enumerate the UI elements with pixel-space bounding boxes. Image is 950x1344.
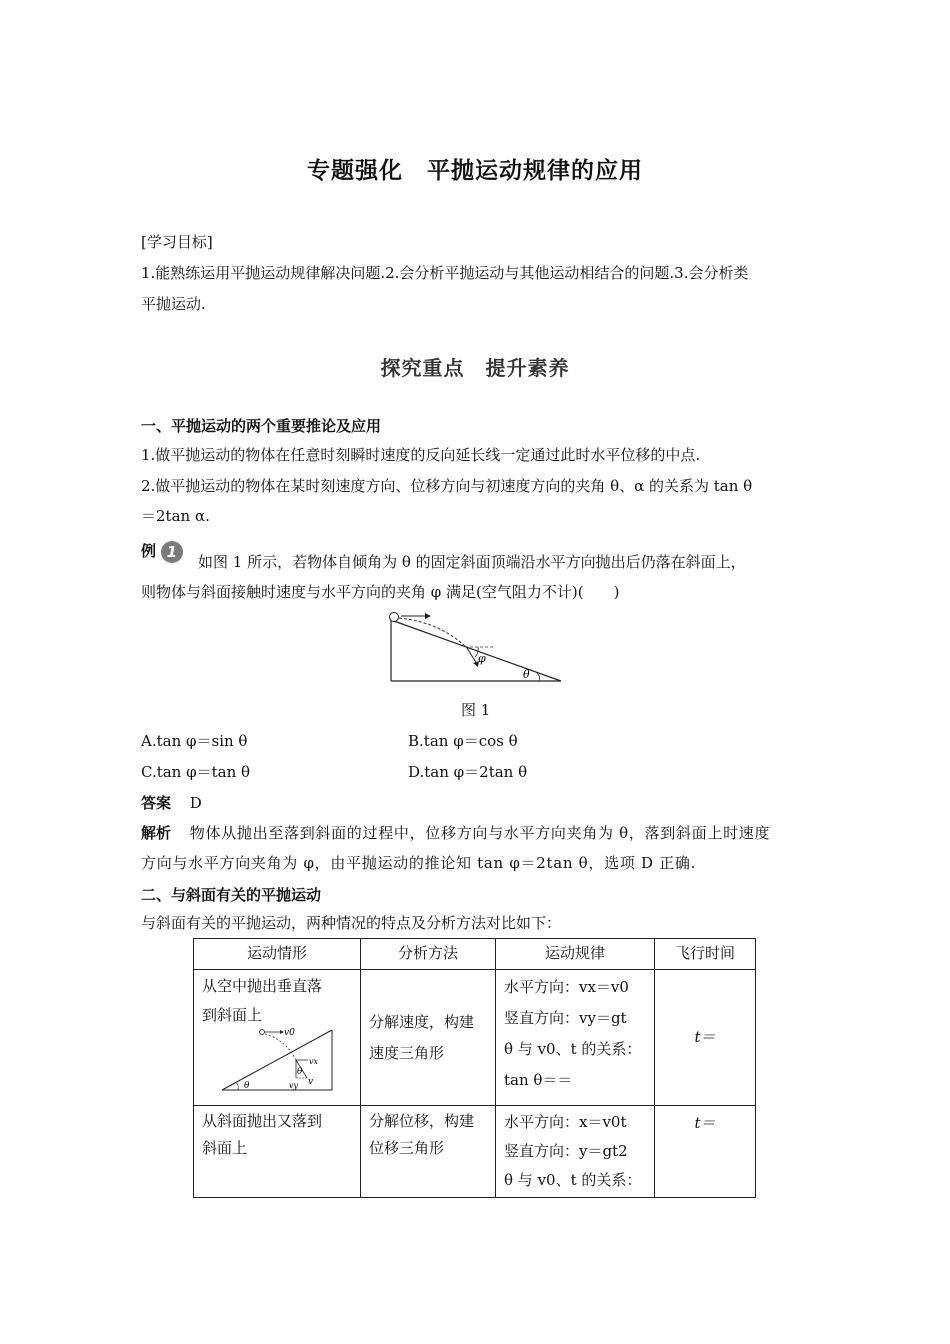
row2-case-line-2: 斜面上 [202,1139,248,1157]
part1-point-2a: 2.做平抛运动的物体在某时刻速度方向、位移方向与初速度方向的夹角 θ、α 的关系为 tan θ [141,477,753,495]
section-title: 探究重点 提升素养 [380,356,570,380]
row2-method-line-1: 分解位移，构建 [369,1112,475,1130]
row1-law-line-4: tan θ＝＝ [504,1071,573,1089]
row1-method-line-1: 分解速度，构建 [369,1012,475,1031]
answer-label: 答案 [141,794,172,812]
example-line-1: 如图 1 所示，若物体自倾角为 θ 的固定斜面顶端沿水平方向抛出后仍落在斜面上， [198,553,746,571]
row2-law [496,1106,655,1198]
row1-fig-v: v [308,1077,314,1087]
analysis-line-2: 方向与水平方向夹角为 φ，由平抛运动的推论知 tan φ＝2tan θ，选项 D 正确. [141,854,697,872]
answer-row [141,793,202,813]
fig-phi-label: φ [478,652,486,665]
row2-law-line-1: 水平方向：x＝v0t [504,1113,627,1131]
option-a: A.tan φ＝sin θ [141,732,248,750]
option-d: D.tan φ＝2tan θ [408,763,528,781]
row1-law-line-2: 竖直方向：vy＝gt [504,1009,627,1027]
row1-fig-vx: vx [309,1057,319,1066]
option-c: C.tan φ＝tan θ [141,763,251,781]
row1-time: t＝ [655,970,756,1106]
analysis-label: 解析 [141,824,172,842]
row1-law [496,970,655,1106]
row2-time-value: t＝ [694,1114,716,1132]
option-b: B.tan φ＝cos θ [408,732,518,750]
row1-case-line-2: 到斜面上 [202,1006,263,1024]
row1-case [194,970,361,1106]
row2-case-line-1: 从斜面抛出又落到 [202,1112,323,1130]
row1-method-line-2: 速度三角形 [369,1043,445,1062]
row2-law-line-2: 竖直方向：y＝gt2 [504,1142,628,1160]
row1-fig-vy: vy [289,1081,299,1090]
analysis-line-1: 物体从抛出至落到斜面的过程中，位移方向与水平方向夹角为 θ，落到斜面上时速度 [189,824,771,842]
row1-diagram [220,1026,338,1098]
example-header [141,541,183,563]
row2-case [194,1106,361,1198]
comparison-table [193,938,756,1198]
table-header-row [194,939,756,970]
analysis-row-1 [141,823,770,843]
example-number-badge: 1 [161,541,183,563]
table-row [194,1106,756,1198]
part1-point-2b: ＝2tan α. [141,507,210,525]
part1-point-1: 1.做平抛运动的物体在任意时刻瞬时速度的反向延长线一定通过此时水平位移的中点. [141,446,701,464]
page-title: 专题强化 平抛运动规律的应用 [307,158,643,184]
row2-time [655,1106,756,1198]
example-line-2: 则物体与斜面接触时速度与水平方向的夹角 φ 满足(空气阻力不计)( ) [141,583,620,601]
row1-fig-theta-small: θ [297,1067,303,1077]
part2-heading: 二、与斜面有关的平抛运动 [141,886,322,904]
part2-intro: 与斜面有关的平抛运动，两种情况的特点及分析方法对比如下： [141,914,562,932]
fig-theta-label: θ [523,668,530,681]
row1-method [361,970,496,1106]
header-case: 运动情形 [194,939,361,970]
row2-method-line-2: 位移三角形 [369,1139,445,1157]
row1-fig-theta: θ [244,1081,250,1091]
row1-case-line-1: 从空中抛出垂直落 [202,977,323,995]
goals-label: [学习目标] [141,233,213,251]
header-time: 飞行时间 [655,939,756,970]
part1-heading: 一、平抛运动的两个重要推论及应用 [141,417,382,435]
example-label: 例 [141,542,157,560]
table-row [194,970,756,1106]
row1-law-line-3: θ 与 v0、t 的关系： [504,1040,642,1058]
row1-law-line-1: 水平方向：vx＝v0 [504,978,629,996]
goals-line-2: 平抛运动. [141,295,206,313]
figure-1-incline [385,610,565,686]
row1-fig-v0: v0 [284,1028,295,1038]
row2-method [361,1106,496,1198]
goals-line-1: 1.能熟练运用平抛运动规律解决问题.2.会分析平抛运动与其他运动相结合的问题.3.会分析类 [141,264,749,282]
row2-law-line-3: θ 与 v0、t 的关系： [504,1171,642,1189]
header-method: 分析方法 [361,939,496,970]
answer-value: D [189,794,202,812]
figure-caption: 图 1 [461,701,491,719]
header-law: 运动规律 [496,939,655,970]
